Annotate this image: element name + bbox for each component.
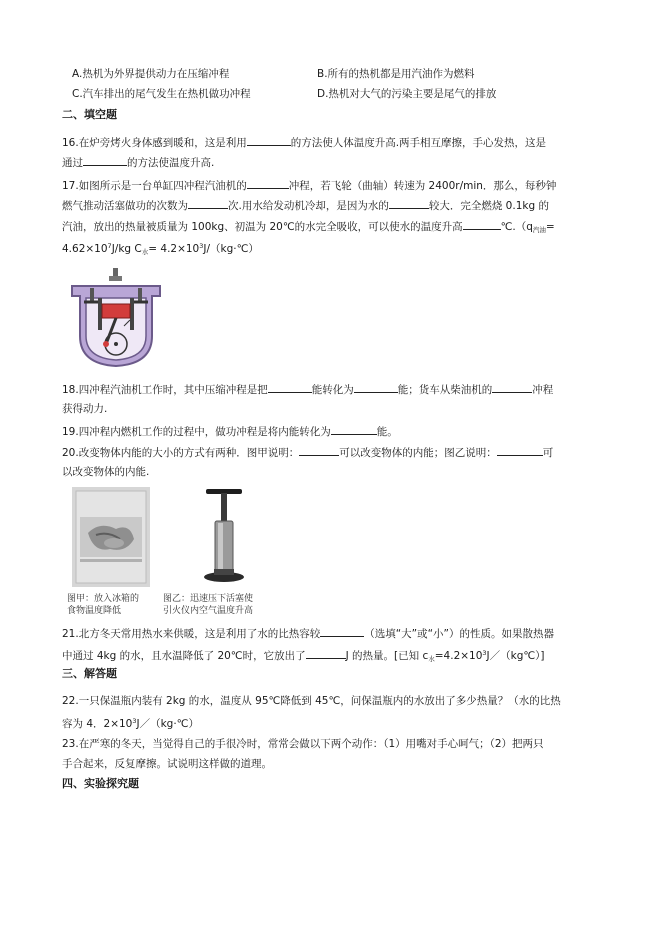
question-18-line-2: 获得动力. xyxy=(62,403,108,415)
q19-text-2: 能。 xyxy=(376,426,398,438)
answer-blank xyxy=(247,135,291,146)
question-22-line-1: 22.一只保温瓶内装有 2kg 的水，温度从 95℃降低到 45℃，问保温瓶内的水放出了多少热量？（水的比热 xyxy=(62,695,561,707)
question-20-line-1 xyxy=(62,445,553,460)
q21-text-4: J 的热量。[已知 c xyxy=(345,650,429,662)
q17-text-6: 汽油，放出的热量被质量为 100kg、初温为 20℃的水完全吸收，可以使水的温度升高 xyxy=(62,221,463,233)
q22-text-2: J／（kg·℃） xyxy=(136,718,199,730)
q21-text-3: 中通过 4kg 的水，且水温降低了 20℃时，它放出了 xyxy=(62,650,306,662)
q21-text-6: J／（kg℃）] xyxy=(486,650,545,662)
q17-text-2: 冲程，若飞轮（曲轴）转速为 2400r/min．那么，每秒钟 xyxy=(288,180,557,192)
q17-text-10: J/kg C xyxy=(111,243,142,255)
answer-blank xyxy=(188,198,228,209)
q18-text-1: 18.四冲程汽油机工作时，其中压缩冲程是把 xyxy=(62,384,268,396)
q16-text-4: 的方法使温度升高. xyxy=(127,157,215,169)
question-23-line-1: 23.在严寒的冬天，当觉得自己的手很冷时，常常会做以下两个动作：（1）用嘴对手心呵气；（2）把两只 xyxy=(62,738,544,750)
q17-superscript-2: 3 xyxy=(199,242,204,250)
answer-blank xyxy=(331,424,377,435)
fire-syringe-photo xyxy=(200,487,248,587)
option-c: C.汽车排出的尾气发生在热机做功冲程 xyxy=(72,88,251,100)
q21-text-2: （选填“大”或“小”）的性质。如果散热器 xyxy=(364,628,554,640)
fridge-food-illustration xyxy=(72,487,150,587)
answer-blank xyxy=(389,198,429,209)
q17-text-1: 17.如图所示是一台单缸四冲程汽油机的 xyxy=(62,180,247,192)
answer-blank xyxy=(497,445,543,456)
q18-text-3: 能；货车从柴油机的 xyxy=(397,384,493,396)
question-20-line-2: 以改变物体的内能. xyxy=(62,466,150,478)
engine-stroke-figure xyxy=(62,266,170,374)
answer-blank xyxy=(247,178,289,189)
q17-text-8: = xyxy=(545,221,555,233)
q17-text-4: 次.用水给发动机冷却，是因为水的 xyxy=(228,200,389,212)
q22-superscript: 3 xyxy=(132,717,137,725)
q17-subscript-2: 水 xyxy=(141,248,149,256)
q19-text-1: 19.四冲程内燃机工作的过程中，做功冲程是将内能转化为 xyxy=(62,426,331,438)
q17-text-5: 较大．完全燃烧 0.1kg 的 xyxy=(428,200,549,212)
answer-blank xyxy=(306,648,346,659)
answer-blank xyxy=(320,626,364,637)
q16-text-3: 通过 xyxy=(62,157,83,169)
question-19-line xyxy=(62,424,398,439)
engine-cylinder-illustration xyxy=(62,266,170,374)
q18-text-4: 冲程 xyxy=(532,384,554,396)
question-17-line-4 xyxy=(62,239,259,259)
section-fill-blank-title: 二、填空题 xyxy=(62,108,117,121)
answer-blank xyxy=(492,382,532,393)
q17-superscript-1: 7 xyxy=(107,242,112,250)
question-16-line-2 xyxy=(62,155,214,170)
section-experiment-title: 四、实验探究题 xyxy=(62,777,139,790)
question-17-line-1 xyxy=(62,178,556,193)
q17-text-9: 4.62×10 xyxy=(62,243,108,255)
answer-blank xyxy=(299,445,339,456)
figure-jia-caption-2: 食物温度降低 xyxy=(67,606,122,616)
answer-blank xyxy=(463,219,501,230)
answer-blank xyxy=(268,382,312,393)
q18-text-2: 能转化为 xyxy=(311,384,354,396)
q21-text-1: 21.北方冬天常用热水来供暖，这是利用了水的比热容较 xyxy=(62,628,321,640)
q20-text-2: 可以改变物体的内能；图乙说明： xyxy=(339,447,497,459)
figure-jia-caption-1: 图甲：放入冰箱的 xyxy=(67,594,140,604)
q17-text-7: ℃.（q xyxy=(500,221,533,233)
answer-blank xyxy=(354,382,398,393)
question-18-line-1 xyxy=(62,382,553,397)
option-a: A.热机为外界提供动力在压缩冲程 xyxy=(72,68,230,80)
q17-subscript: 汽油 xyxy=(532,226,546,234)
figure-yi-caption-1: 图乙：迅速压下活塞使 xyxy=(163,594,254,604)
q21-superscript: 3 xyxy=(482,649,487,657)
question-23-line-2: 手合起来，反复摩擦。试说明这样做的道理。 xyxy=(62,758,272,770)
question-22-line-2 xyxy=(62,714,199,731)
question-21-line-1 xyxy=(62,626,554,641)
q16-text-1: 16.在炉旁烤火身体感到暖和，这是利用 xyxy=(62,137,247,149)
answer-blank xyxy=(83,155,127,166)
option-b: B.所有的热机都是用汽油作为燃料 xyxy=(317,68,475,80)
fire-syringe-illustration xyxy=(200,487,248,587)
q17-text-11: = 4.2×10 xyxy=(148,243,200,255)
q21-text-5: =4.2×10 xyxy=(434,650,483,662)
q21-subscript: 水 xyxy=(428,655,435,663)
option-d: D.热机对大气的污染主要是尾气的排放 xyxy=(317,88,497,100)
section-answer-title: 三、解答题 xyxy=(62,667,117,680)
q20-text-3: 可 xyxy=(542,447,554,459)
q17-text-12: J/（kg·℃） xyxy=(203,243,259,255)
q20-text-1: 20.改变物体内能的大小的方式有两种．图甲说明： xyxy=(62,447,300,459)
question-21-line-2 xyxy=(62,646,545,666)
q22-text-1: 容为 4．2×10 xyxy=(62,718,133,730)
question-17-line-2 xyxy=(62,198,549,213)
q17-text-3: 燃气推动活塞做功的次数为 xyxy=(62,200,188,212)
question-17-line-3 xyxy=(62,219,555,237)
q16-text-2: 的方法使人体温度升高.两手相互摩擦，手心发热，这是 xyxy=(290,137,547,149)
question-16-line-1 xyxy=(62,135,546,150)
fridge-photo xyxy=(72,487,150,587)
figure-yi-caption-2: 引火仪内空气温度升高 xyxy=(163,606,254,616)
